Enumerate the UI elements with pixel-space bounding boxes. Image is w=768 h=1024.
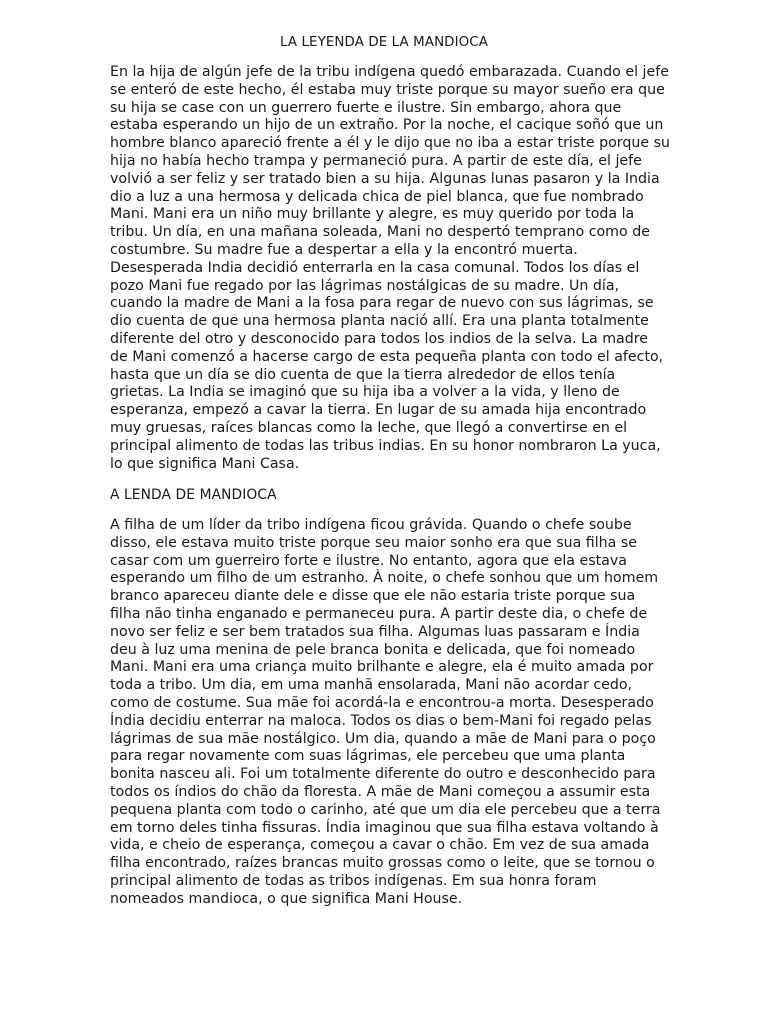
document-title: LA LEYENDA DE LA MANDIOCA	[279, 35, 488, 50]
portuguese-paragraph: A filha de um líder da tribo indígena ficou grávida. Quando o chefe soube disso, ele estava muito triste porque seu maior sonho era que sua filha se casar com um guerreiro forte e ilustre. No entanto, agora que ela estava esperando um filho de um estranho. À noite, o chefe sonhou que um homem branco apareceu diante dele e disse que ele não estaria triste porque sua filha não tinha enganado e permaneceu pura. A partir deste dia, o chefe de novo ser feliz e ser bem tratados sua filha. Algumas luas passaram e Índia deu à luz uma menina de pele branca bonita e delicada, que foi nomeado Mani. Mani era uma criança muito brilhante e alegre, ela é muito amada por toda a tribo. Um dia, em uma manhã ensolarada, Mani não acordar cedo, como de costume. Sua mãe foi acordá-la e encontrou-a morta. Desesperado Índia decidiu enterrar na maloca. Todos os dias o bem-Mani foi regado pelas lágrimas de sua mãe nostálgico. Um dia, quando a mãe de Mani para o poço para regar novamente com suas lágrimas, ele percebeu que uma planta bonita nasceu ali. Foi um totalmente diferente do outro e desconhecido para todos os índios do chão da floresta. A mãe de Mani começou a assumir esta pequena planta com todo o carinho, até que um dia ele percebeu que a terra em torno deles tinha fissuras. Índia imaginou que sua filha estava voltando à vida, e cheio de esperança, começou a cavar o chão. Em vez de sua amada filha encontrado, raízes brancas muito grossas como o leite, que se tornou o principal alimento de todas as tribos indígenas. Em sua honra foram nomeados mandioca, o que significa Mani House.	[110, 517, 661, 907]
spanish-paragraph: En la hija de algún jefe de la tribu indígena quedó embarazada. Cuando el jefe se enteró de este hecho, él estaba muy triste porque su mayor sueño era que su hija se case con un guerrero fuerte e ilustre. Sin embargo, ahora que estaba esperando un hijo de un extraño. Por la noche, el cacique soñó que un hombre blanco apareció frente a él y le dijo que no iba a estar triste porque su hija no había hecho trampa y permaneció pura. A partir de este día, el jefe volvió a ser feliz y ser tratado bien a su hija. Algunas lunas pasaron y la India dio a luz a una hermosa y delicada chica de piel blanca, que fue nombrado Mani. Mani era un niño muy brillante y alegre, es muy querido por toda la tribu. Un día, en una mañana soleada, Mani no despertó temprano como de costumbre. Su madre fue a despertar a ella y la encontró muerta. Desesperada India decidió enterrarla en la casa comunal. Todos los días el pozo Mani fue regado por las lágrimas nostálgicas de su madre. Un día, cuando la madre de Mani a la fosa para regar de nuevo con sus lágrimas, se dio cuenta de que una hermosa planta nació allí. Era una planta totalmente diferente del otro y desconocido para todos los indios de la selva. La madre de Mani comenzó a hacerse cargo de esta pequeña planta con todo el afecto, hasta que un día se dio cuenta de que la tierra alrededor de ellos tenía grietas. La India se imaginó que su hija iba a volver a la vida, y lleno de esperanza, empezó a cavar la tierra. En lugar de su amada hija encontrado muy gruesas, raíces blancas como la leche, que llegó a convertirse en el principal alimento de todas las tribus indias. En su honor nombraron La yuca, lo que significa Mani Casa.	[110, 64, 670, 472]
portuguese-section-title: A LENDA DE MANDIOCA	[110, 487, 277, 503]
